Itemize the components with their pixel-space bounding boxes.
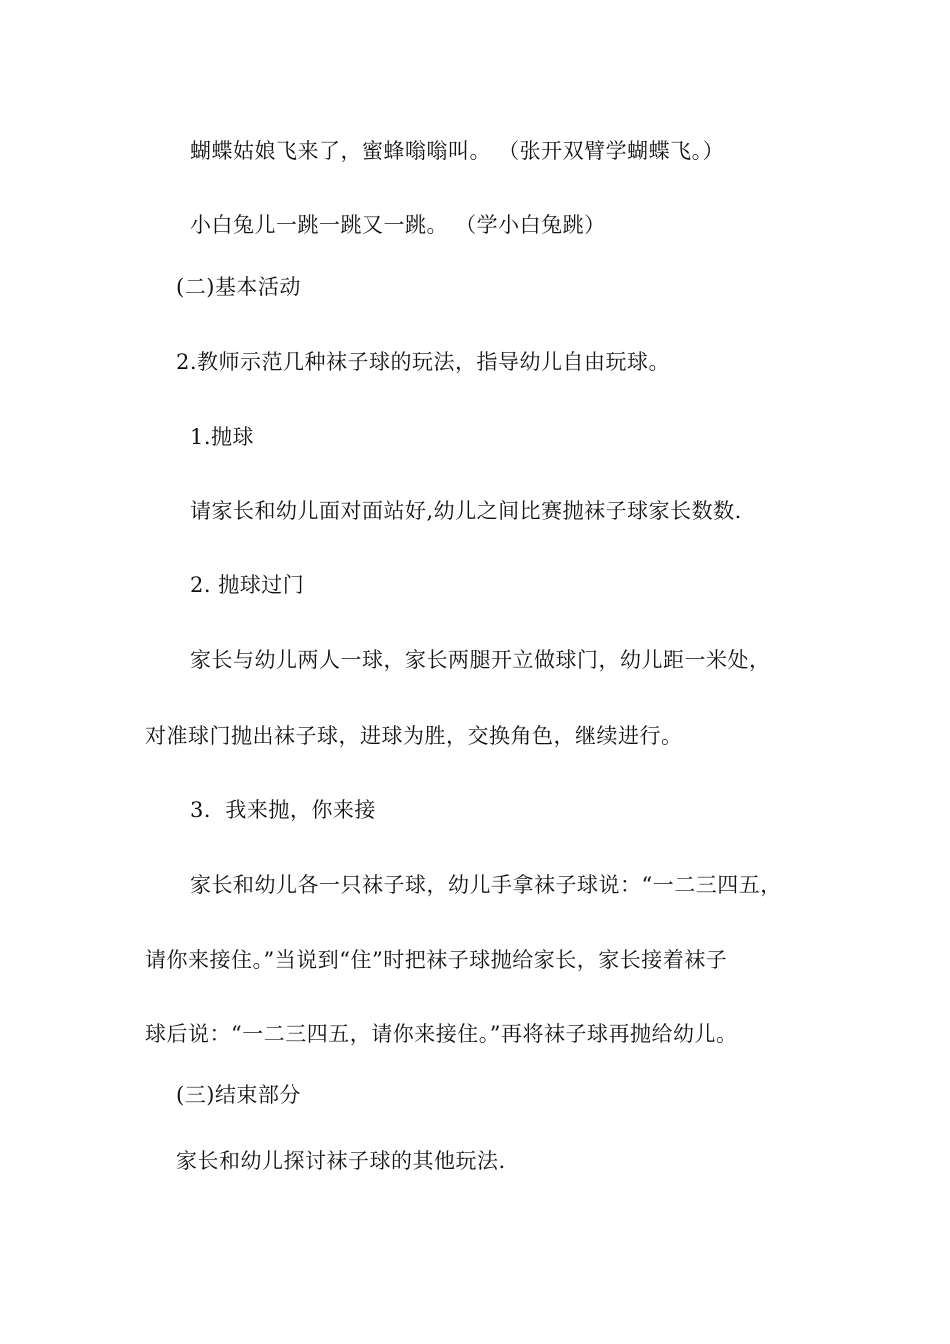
paragraph-throw-ball: 请家长和幼儿面对面站好,幼儿之间比赛抛袜子球家长数数. xyxy=(190,499,742,523)
subheading-throw-and-catch: 3．我来抛，你来接 xyxy=(190,798,376,822)
paragraph-catch-line-3: 球后说：“一二三四五，请你来接住。”再将袜子球再抛给幼儿。 xyxy=(145,1022,738,1046)
section-heading-conclusion: (三)结束部分 xyxy=(176,1083,301,1107)
paragraph-catch-line-1: 家长和幼儿各一只袜子球，幼儿手拿袜子球说：“一二三四五， xyxy=(190,873,782,897)
paragraph-teacher-demo: 2.教师示范几种袜子球的玩法，指导幼儿自由玩球。 xyxy=(176,350,671,374)
paragraph-catch-line-2: 请你来接住。”当说到“住”时把袜子球抛给家长，家长接着袜子 xyxy=(145,948,728,972)
paragraph-conclusion: 家长和幼儿探讨袜子球的其他玩法. xyxy=(176,1149,506,1173)
subheading-throw-through-gate: 2. 抛球过门 xyxy=(190,573,305,597)
paragraph-butterfly-rhyme: 蝴蝶姑娘飞来了，蜜蜂嗡嗡叫。 （张开双臂学蝴蝶飞。） xyxy=(190,139,725,163)
paragraph-rabbit-rhyme: 小白兔儿一跳一跳又一跳。 （学小白兔跳） xyxy=(190,213,606,237)
paragraph-gate-line-2: 对准球门抛出袜子球，进球为胜，交换角色，继续进行。 xyxy=(145,724,683,748)
subheading-throw-ball: 1.抛球 xyxy=(190,425,255,449)
section-heading-basic-activity: (二)基本活动 xyxy=(176,275,301,299)
paragraph-gate-line-1: 家长与幼儿两人一球，家长两腿开立做球门，幼儿距一米处， xyxy=(190,648,771,672)
